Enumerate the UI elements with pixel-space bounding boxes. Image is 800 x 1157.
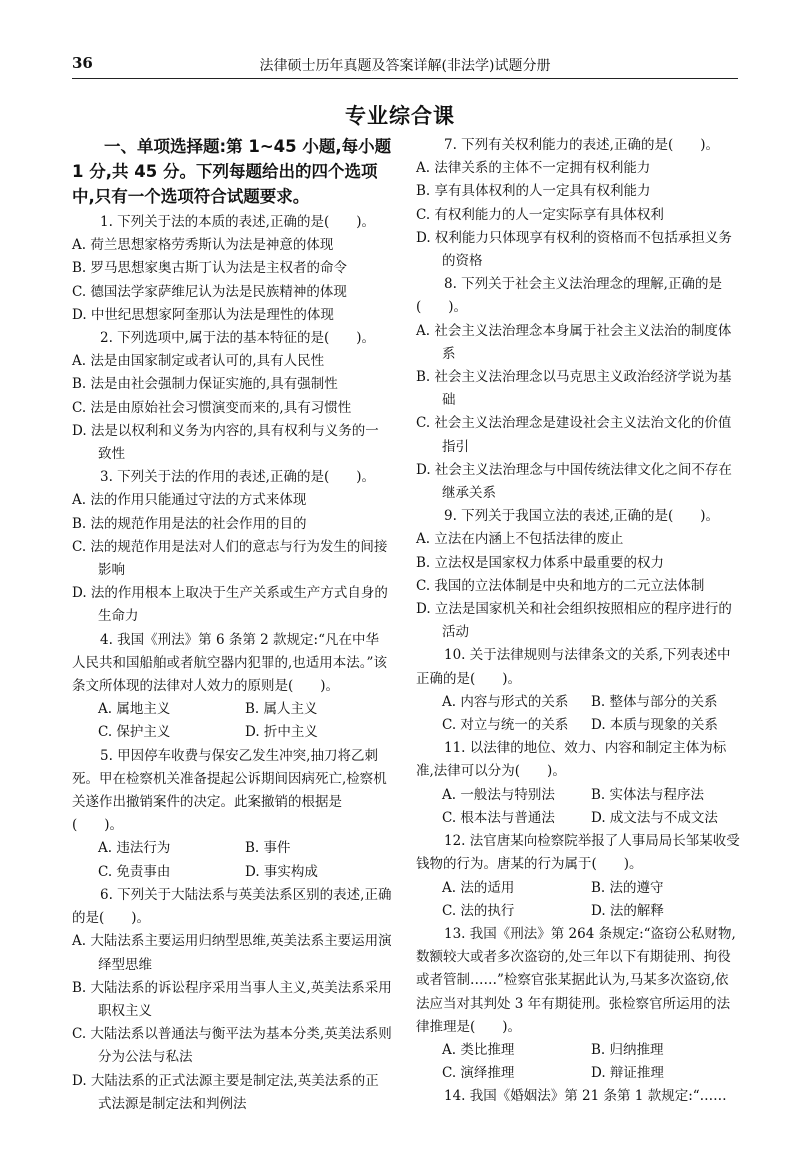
option-d: D. 权利能力只体现享有权利的资格而不包括承担义务的资格 — [416, 229, 732, 270]
option-b: B. 法是由社会强制力保证实施的,具有强制性 — [72, 376, 338, 393]
option-c: C. 社会主义法治理念是建设社会主义法治文化的价值指引 — [416, 415, 732, 455]
option-c: C. 有权利能力的人一定实际享有具体权利 — [416, 206, 664, 223]
section-intro: 一、单项选择题:第 1~45 小题,每小题 1 分,共 45 分。下列每题给出的四个选项中,只有一个选项符合试题要求。 — [72, 137, 392, 206]
question-stem: 8. 下列关于社会主义法治理念的理解,正确的是( )。 — [416, 276, 722, 316]
question-2 — [72, 327, 392, 466]
question-stem: 3. 下列关于法的作用的表述,正确的是( )。 — [100, 469, 375, 486]
question-1 — [72, 211, 392, 327]
option-a: A. 法的适用 — [442, 879, 515, 896]
question-10 — [416, 644, 740, 737]
option-a: A. 法律关系的主体不一定拥有权利能力 — [416, 160, 651, 177]
option-a: A. 法的作用只能通过守法的方式来体现 — [72, 492, 307, 509]
option-a: A. 法是由国家制定或者认可的,具有人民性 — [72, 353, 325, 370]
question-9 — [416, 505, 740, 644]
option-d: D. 成文法与不成文法 — [591, 809, 718, 826]
question-14 — [416, 1085, 740, 1108]
option-d: D. 事实构成 — [245, 863, 318, 880]
option-b: B. 享有具体权利的人一定具有权利能力 — [416, 183, 651, 200]
question-13 — [416, 923, 740, 1085]
question-12 — [416, 830, 740, 923]
page-number: 36 — [72, 54, 93, 72]
option-d: D. 法是以权利和义务为内容的,具有权利与义务的一致性 — [72, 422, 379, 463]
question-stem: 7. 下列有关权利能力的表述,正确的是( )。 — [444, 137, 719, 153]
option-b: B. 属人主义 — [245, 701, 318, 718]
option-c: C. 免责事由 — [98, 863, 171, 880]
option-b: B. 立法权是国家权力体系中最重要的权力 — [416, 554, 665, 571]
question-stem: 14. 我国《婚姻法》第 21 条第 1 款规定:“…… — [444, 1088, 727, 1105]
option-c: C. 法的规范作用是法对人们的意志与行为发生的间接影响 — [72, 538, 388, 579]
question-stem: 11. 以法律的地位、效力、内容和制定主体为标准,法律可以分为( )。 — [416, 740, 727, 780]
option-b: B. 实体法与程序法 — [591, 786, 705, 803]
question-stem: 4. 我国《刑法》第 6 条第 2 款规定:“凡在中华人民共和国船舶或者航空器内犯罪的,也适用本法。”该条文所体现的法律对人效力的原则是( )。 — [72, 631, 387, 695]
option-b: B. 社会主义法治理念以马克思主义政治经济学说为基础 — [416, 369, 732, 409]
option-a: A. 社会主义法治理念本身属于社会主义法治的制度体系 — [416, 322, 732, 362]
option-a: A. 属地主义 — [98, 701, 171, 718]
option-a: A. 违法行为 — [98, 840, 171, 857]
option-d: D. 法的解释 — [591, 902, 664, 919]
question-stem: 5. 甲因停车收费与保安乙发生冲突,抽刀将乙刺死。甲在检察机关准备提起公诉期间因病死亡,检察机关遂作出撤销案件的决定。此案撤销的根据是( )。 — [72, 747, 387, 834]
option-d: D. 法的作用根本上取决于生产关系或生产方式自身的生命力 — [72, 585, 388, 625]
option-d: D. 社会主义法治理念与中国传统法律文化之间不存在继承关系 — [416, 461, 732, 502]
option-c: C. 根本法与普通法 — [442, 809, 555, 826]
option-d: D. 中世纪思想家阿奎那认为法是理性的体现 — [72, 306, 334, 323]
question-stem: 10. 关于法律规则与法律条文的关系,下列表述中正确的是( )。 — [416, 647, 731, 687]
option-a: A. 内容与形式的关系 — [442, 693, 569, 710]
option-c: C. 德国法学家萨维尼认为法是民族精神的体现 — [72, 283, 347, 300]
option-b: B. 罗马思想家奥古斯丁认为法是主权者的命令 — [72, 260, 348, 277]
question-stem: 6. 下列关于大陆法系与英美法系区别的表述,正确的是( )。 — [72, 886, 392, 927]
question-stem: 1. 下列关于法的本质的表述,正确的是( )。 — [100, 214, 375, 230]
option-a: A. 一般法与特别法 — [442, 786, 555, 803]
option-c: C. 保护主义 — [98, 724, 171, 741]
option-b: B. 法的规范作用是法的社会作用的目的 — [72, 515, 307, 532]
running-title: 法律硕士历年真题及答案详解(非法学)试题分册 — [259, 58, 551, 74]
question-4 — [72, 629, 392, 745]
question-5 — [72, 745, 392, 884]
section-title: 专业综合课 — [345, 104, 455, 128]
option-c: C. 对立与统一的关系 — [442, 717, 569, 734]
option-b: B. 大陆法系的诉讼程序采用当事人主义,英美法系采用职权主义 — [72, 979, 392, 1019]
left-column — [72, 134, 392, 1116]
option-c: C. 演绎推理 — [442, 1065, 515, 1082]
question-stem: 9. 下列关于我国立法的表述,正确的是( )。 — [444, 508, 719, 525]
question-stem: 12. 法官唐某向检察院举报了人事局局长邹某收受钱物的行为。唐某的行为属于( )。 — [416, 833, 740, 873]
question-stem: 13. 我国《刑法》第 264 条规定:“盗窃公私财物,数额较大或者多次盗窃的,处三年以下有期徒刑、拘役或者管制……”检察官张某据此认为,马某多次盗窃,依法应当对其判处 3 年有期徒刑。张检察官所运用的法律推理是( )。 — [416, 925, 736, 1035]
option-b: B. 事件 — [245, 840, 291, 857]
option-b: B. 法的遵守 — [591, 879, 664, 896]
option-d: D. 辩证推理 — [591, 1065, 664, 1082]
option-c: C. 我国的立法体制是中央和地方的二元立法体制 — [416, 577, 705, 594]
right-column — [416, 134, 740, 1109]
option-b: B. 归纳推理 — [591, 1041, 664, 1058]
option-d: D. 立法是国家机关和社会组织按照相应的程序进行的活动 — [416, 601, 732, 641]
option-b: B. 整体与部分的关系 — [591, 693, 718, 710]
option-a: A. 类比推理 — [442, 1041, 515, 1058]
option-d: D. 折中主义 — [245, 724, 318, 741]
option-c: C. 法是由原始社会习惯演变而来的,具有习惯性 — [72, 399, 352, 416]
option-d: D. 本质与现象的关系 — [591, 717, 718, 734]
option-a: A. 立法在内涵上不包括法律的废止 — [416, 531, 624, 548]
option-a: A. 荷兰思想家格劳秀斯认为法是神意的体现 — [72, 237, 334, 254]
question-11 — [416, 737, 740, 830]
question-8 — [416, 273, 740, 505]
page-header — [72, 52, 738, 79]
option-c: C. 法的执行 — [442, 902, 515, 919]
option-a: A. 大陆法系主要运用归纳型思维,英美法系主要运用演绎型思维 — [72, 933, 392, 973]
question-stem: 2. 下列选项中,属于法的基本特征的是( )。 — [100, 330, 375, 347]
option-d: D. 大陆法系的正式法源主要是制定法,英美法系的正式法源是制定法和判例法 — [72, 1072, 379, 1112]
question-6 — [72, 884, 392, 1116]
question-3 — [72, 466, 392, 628]
question-7 — [416, 134, 740, 273]
option-c: C. 大陆法系以普通法与衡平法为基本分类,英美法系则分为公法与私法 — [72, 1026, 392, 1066]
